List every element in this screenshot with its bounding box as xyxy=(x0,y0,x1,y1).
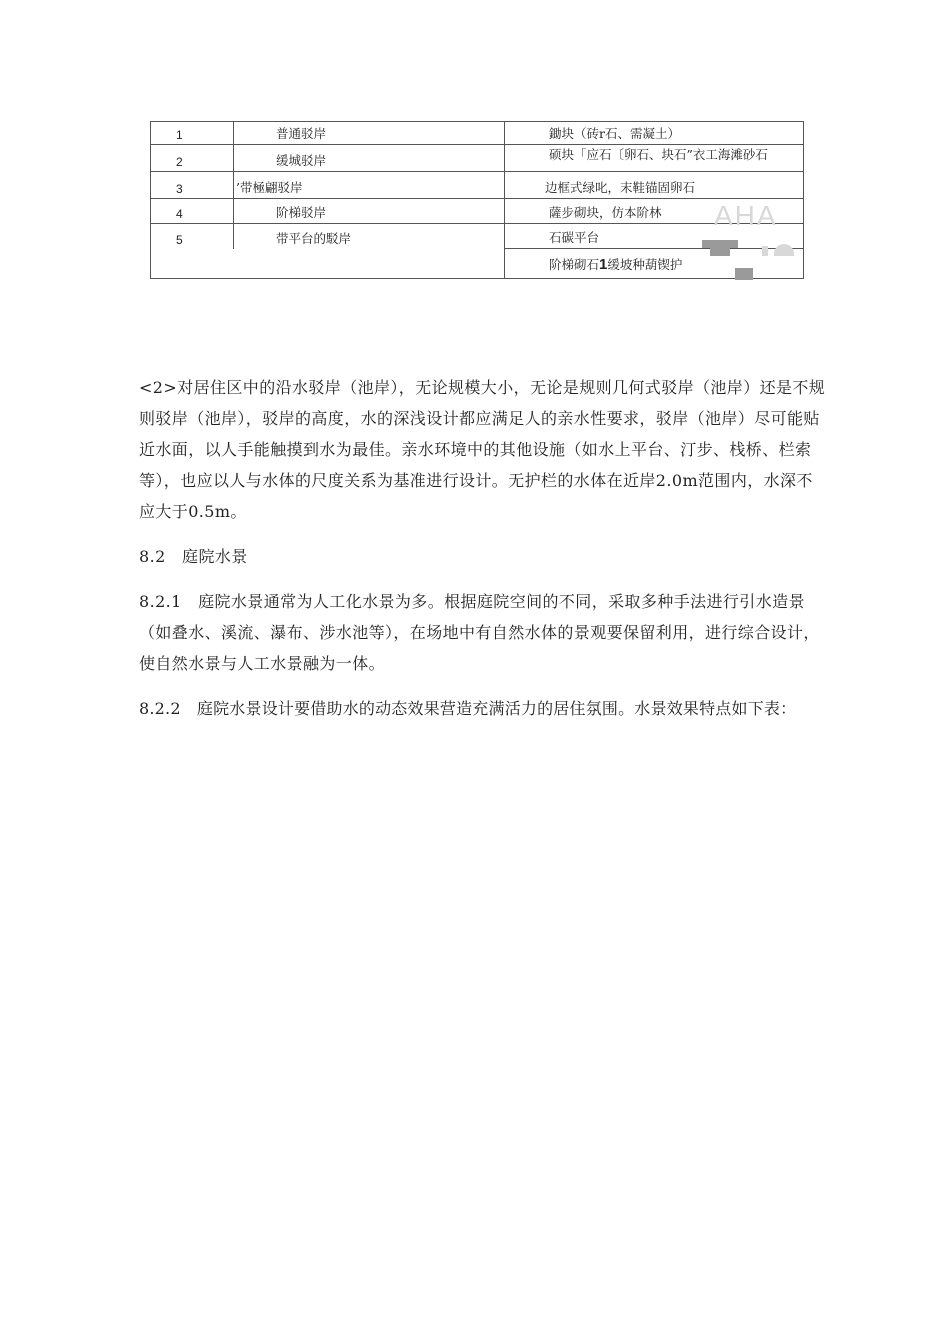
paragraph-8-2-2: 8.2.2 庭院水景设计要借助水的动态效果营造充满活力的居住氛围。水景效果特点如下表： xyxy=(139,699,797,718)
revetment-table-grid xyxy=(150,121,804,279)
watermark-text: AHA xyxy=(714,200,778,231)
row-number: 1 xyxy=(151,122,234,145)
table-row xyxy=(151,122,804,145)
row-number: 2 xyxy=(151,145,234,172)
revetment-type: 带平台的駁岸 xyxy=(234,224,505,249)
row-number: 4 xyxy=(151,199,234,224)
revetment-material: 鋤块（砖r石、需凝土） xyxy=(505,122,804,145)
revetment-material: 石碳平台 xyxy=(505,224,804,249)
paragraph-revetment-requirements: <2>对居住区中的沿水驳岸（池岸），无论规模大小，无论是规则几何式驳岸（池岸）还是不规则驳岸（池岸），驳岸的高度，水的深浅设计都应满足人的亲水性要求，驳岸（池岸）尽可能贴近水面，以人手能触摸到水为最佳。亲水环境中的其他设施（如水上平台、汀步、栈桥、栏索等），也应以人与水体的尺度关系为基准进行设计。无护栏的水体在近岸2.0m范围内，水深不应大于0.5m。 xyxy=(139,378,826,521)
revetment-material: 阶梯砌石1缓坡种葫锲护 xyxy=(505,249,804,279)
section-heading-8-2: 8.2 庭院水景 xyxy=(139,547,248,566)
table-row xyxy=(151,249,804,279)
revetment-table xyxy=(150,121,804,279)
table-row xyxy=(151,199,804,224)
revetment-material: 硕块「应石〔卵石、块石”衣工海滩砂石 xyxy=(505,145,804,172)
table-row xyxy=(151,224,804,249)
body-text xyxy=(139,372,829,738)
revetment-type: 缓城驳岸 xyxy=(234,145,505,172)
row-number: 5 xyxy=(151,224,234,249)
revetment-type: ’带極翩驳岸 xyxy=(234,172,505,199)
revetment-type: 普通驳岸 xyxy=(234,122,505,145)
revetment-type: 阶梯驳岸 xyxy=(234,199,505,224)
empty-cell xyxy=(151,249,505,279)
table-row xyxy=(151,172,804,199)
revetment-material: 边框式绿叱，末鞋锚固卵石 xyxy=(505,172,804,199)
revetment-material: 薩步砌块，仿本阶林 xyxy=(505,199,804,224)
table-row xyxy=(151,145,804,172)
paragraph-8-2-1: 8.2.1 庭院水景通常为人工化水景为多。根据庭院空间的不同，采取多种手法进行引水造景（如叠水、溪流、瀑布、涉水池等），在场地中有自然水体的景观要保留利用，进行综合设计，使自然水景与人工水景融为一体。 xyxy=(139,592,820,673)
row-number: 3 xyxy=(151,172,234,199)
